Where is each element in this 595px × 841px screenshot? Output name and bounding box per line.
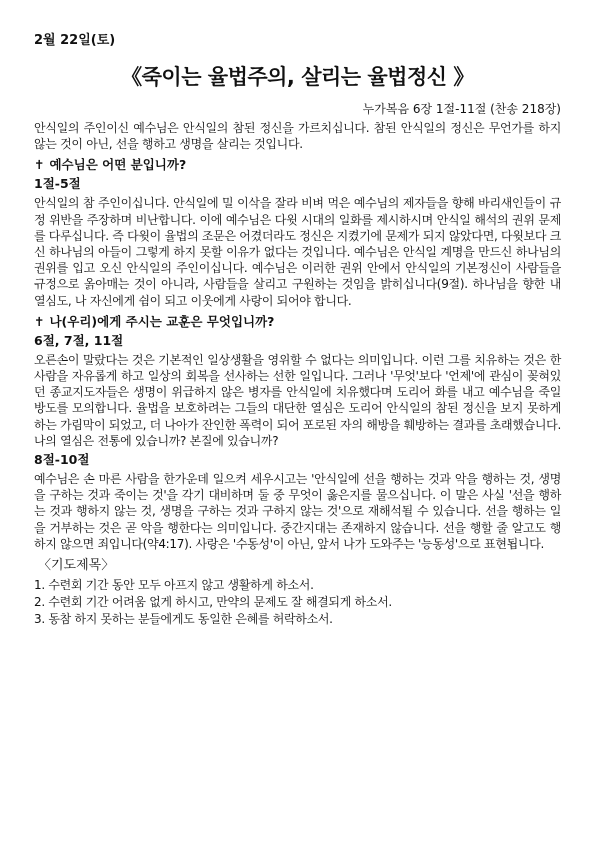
intro-paragraph: 안식일의 주인이신 예수님은 안식일의 참된 정신을 가르치십니다. 참된 안식일의 정신은 무언가를 하지 않는 것이 아닌, 선을 행하고 생명을 살리는 것입니다. [34, 121, 561, 152]
cross-icon: ✝ [34, 313, 45, 329]
section-paragraph: 오른손이 말랐다는 것은 기본적인 일상생활을 영위할 수 없다는 의미입니다. 이런 그를 치유하는 것은 한 사람을 자유롭게 하고 일상의 회복을 선사하는 선한 일입니다. 그러나 '무엇'보다 '언제'에 관심이 꽂혀있던 종교지도자들은 생명이 위급하지 않은 병자를 안식일에 치유했다며 도리어 화를 내고 예수님을 죽일 방도를 모의합니다. 율법을 보호하려는 그들의 대단한 열심은 도리어 안식일의 참된 정신을 보지 못하게 하는 가림막이 되었고, 더 나아가 잔인한 폭력이 되어 포로된 자의 해방을 훼방하는 결과를 초래했습니다. 나의 열심은 전통에 있습니까? 본질에 있습니까? [34, 352, 561, 448]
prayer-item: 2. 수련회 기간 어려움 없게 하시고, 만약의 문제도 잘 해결되게 하소서. [34, 595, 392, 610]
page-title: 《죽이는 율법주의, 살리는 율법정신 》 [121, 65, 474, 89]
section-question [34, 313, 561, 330]
verse-range: 6절, 7절, 11절 [34, 332, 124, 348]
section-paragraph: 안식일의 참 주인이십니다. 안식일에 밀 이삭을 잘라 비벼 먹은 예수님의 제자들을 향해 바리새인들이 규정 위반을 주장하며 비난합니다. 이에 예수님은 다윗 시대의 일화를 제시하시며 안식일 해석의 권위 문제를 다루십니다. 즉 다윗이 율법의 조문은 어겼더라도 정신은 지켰기에 문제가 되지 않았다면, 다윗보다 크신 하나님의 아들이 그렇게 하지 못할 이유가 없다는 것입니다. 예수님은 안식일 계명을 만드신 하나님의 권위를 입고 오신 안식일의 주인이십니다. 예수님은 이러한 권위 안에서 안식일의 기본정신이 사람들을 규정으로 옭아매는 것이 아니라, 사람들을 살리고 구원하는 것임을 밝히십니다(9절). 하나님을 향한 내 열심도, 나 자신에게 쉼이 되고 이웃에게 사랑이 되어야 합니다. [34, 196, 561, 308]
prayer-title: 〈기도제목〉 [38, 558, 115, 574]
prayer-list [34, 577, 561, 628]
scripture-reference: 누가복음 6장 1절-11절 (찬송 218장) [362, 102, 561, 116]
date-label: 2월 22일(토) [34, 33, 116, 48]
question-text: 예수님은 어떤 분입니까? [49, 157, 187, 173]
cross-icon: ✝ [34, 157, 45, 173]
section-paragraph: 예수님은 손 마른 사람을 한가운데 일으켜 세우시고는 '안식일에 선을 행하는 것과 악을 행하는 것, 생명을 구하는 것과 죽이는 것'을 각기 대비하며 둘 중 무엇이 옳은지를 물으십니다. 이 말은 사실 '선을 행하는 것과 행하지 않는 것, 생명을 구하는 것과 구하지 않는 것'으로 재해석될 수 있습니다. 선을 행하는 일을 거부하는 것은 곧 악을 행한다는 의미입니다. 중간지대는 존재하지 않습니다. 선을 행할 줄 알고도 행하지 않으면 죄입니다(약4:17). 사랑은 '수동성'이 아닌, 앞서 나가 도와주는 '능동성'으로 표현됩니다. [34, 472, 561, 551]
verse-range: 8절-10절 [34, 452, 90, 468]
prayer-item: 1. 수련회 기간 동안 모두 아프지 않고 생활하게 하소서. [34, 578, 314, 593]
prayer-item: 3. 동참 하지 못하는 분들에게도 동일한 은혜를 허락하소서. [34, 612, 333, 627]
section-question [34, 156, 561, 173]
question-text: 나(우리)에게 주시는 교훈은 무엇입니까? [49, 313, 275, 329]
verse-range: 1절-5절 [34, 176, 81, 192]
